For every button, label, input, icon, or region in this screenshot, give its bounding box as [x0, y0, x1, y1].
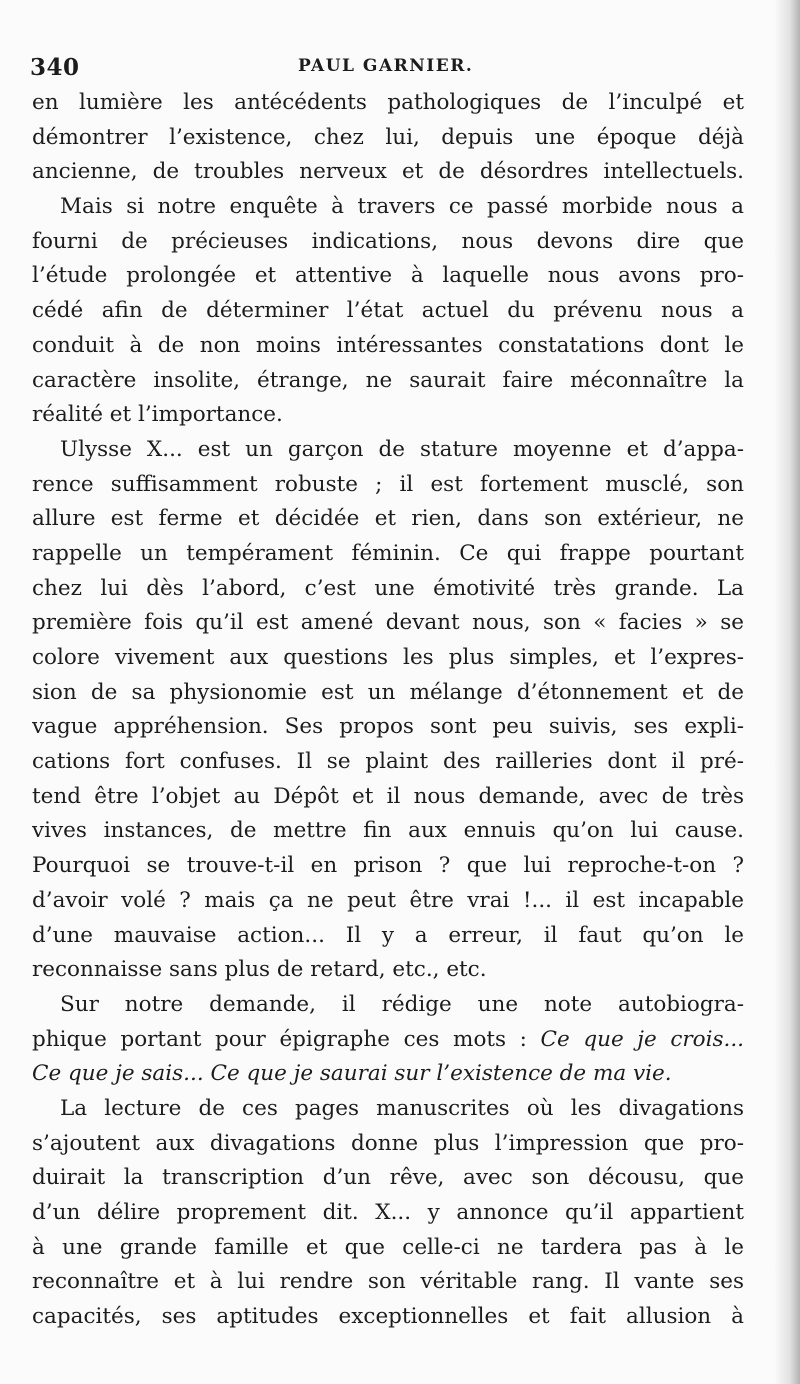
text-line: duirait la transcription d’un rêve, avec son décousu, que [32, 1165, 744, 1191]
paragraph-start-line: Sur notre demande, il rédige une note autobiogra- [60, 991, 744, 1017]
paragraph-end-line: réalité et l’importance. [32, 402, 283, 428]
text-line: démontrer l’existence, chez lui, depuis une époque déjà [32, 124, 744, 150]
text-line: allure est ferme et décidée et rien, dans son extérieur, ne [32, 506, 744, 532]
text-line: vives instances, de mettre fin aux ennuis qu’on lui cause. [32, 818, 744, 844]
text-line: rappelle un tempérament féminin. Ce qui frappe pourtant [32, 540, 744, 566]
text-line: en lumière les antécédents pathologiques de l’inculpé et [32, 90, 744, 115]
text-line: tend être l’objet au Dépôt et il nous demande, avec de très [32, 783, 744, 809]
page-edge-shadow [774, 0, 800, 1384]
text-line: sion de sa physionomie est un mélange d’étonnement et de [32, 679, 744, 705]
epigraph-text: Ce que je crois... [540, 1026, 744, 1052]
text-line: fourni de précieuses indications, nous devons dire que [32, 228, 744, 254]
text-line: l’étude prolongée et attentive à laquelle nous avons pro- [32, 263, 744, 289]
text-line: vague appréhension. Ses propos sont peu suivis, ses expli- [32, 714, 744, 740]
text-line: première fois qu’il est amené devant nous, son « facies » se [32, 610, 744, 636]
text-line: ancienne, de troubles nerveux et de désordres intellectuels. [32, 159, 744, 185]
body-text [32, 86, 744, 1335]
text-line: caractère insolite, étrange, ne saurait faire méconnaître la [32, 367, 744, 393]
paragraph-start-line: Mais si notre enquête à travers ce passé morbide nous a [60, 194, 744, 220]
text-line: Pourquoi se trouve-t-il en prison ? que lui reproche-t-on ? [32, 853, 744, 879]
page-header [30, 48, 730, 88]
text-line: colore vivement aux questions les plus simples, et l’expres- [32, 645, 744, 670]
running-title: PAUL GARNIER. [298, 56, 474, 76]
page-number: 340 [30, 54, 80, 81]
text-line: cations fort confuses. Il se plaint des railleries dont il pré- [32, 749, 744, 775]
text-segment: phique portant pour épigraphe ces mots : [32, 1026, 527, 1052]
text-line: s’ajoutent aux divagations donne plus l’impression que pro- [32, 1130, 744, 1156]
text-line: conduit à de non moins intéressantes constatations dont le [32, 332, 744, 358]
epigraph-line: Ce que je sais... Ce que je saurai sur l’existence de ma vie. [32, 1061, 672, 1087]
text-line: rence suffisamment robuste ; il est fortement musclé, son [32, 471, 744, 497]
paragraph-start-line: Ulysse X... est un garçon de stature moyenne et d’appa- [60, 436, 744, 462]
text-line: d’une mauvaise action... Il y a erreur, il faut qu’on le [32, 922, 744, 948]
text-line: cédé afin de déterminer l’état actuel du prévenu nous a [32, 298, 744, 324]
text-line: à une grande famille et que celle-ci ne tardera pas à le [32, 1234, 744, 1260]
text-line: capacités, ses aptitudes exceptionnelles et fait allusion à [32, 1304, 744, 1330]
text-line [32, 1023, 744, 1058]
text-line: reconnaître et à lui rendre son véritable rang. Il vante ses [32, 1269, 744, 1295]
text-line: chez lui dès l’abord, c’est une émotivité très grande. La [32, 575, 744, 601]
paragraph-start-line: La lecture de ces pages manuscrites où les divagations [60, 1095, 744, 1121]
paragraph-end-line: reconnaisse sans plus de retard, etc., etc. [32, 957, 487, 983]
text-line: d’un délire proprement dit. X... y annonce qu’il appartient [32, 1200, 744, 1225]
text-line: d’avoir volé ? mais ça ne peut être vrai !... il est incapable [32, 887, 744, 913]
